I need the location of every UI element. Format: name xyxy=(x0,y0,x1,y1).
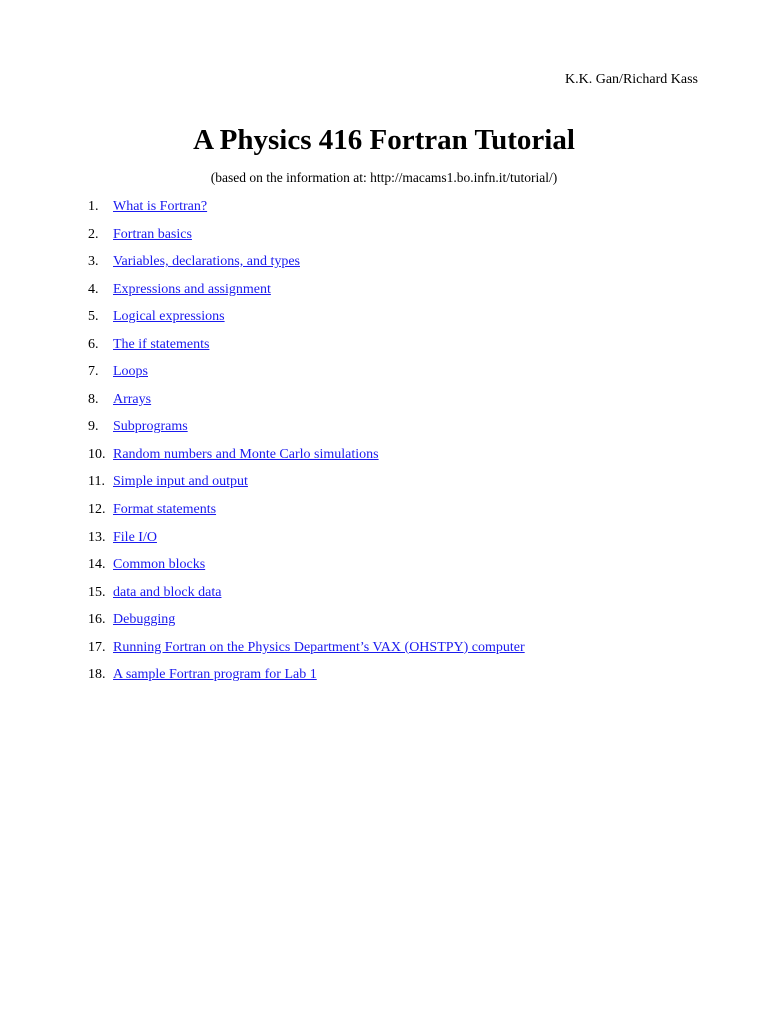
toc-item-number: 7. xyxy=(88,364,99,380)
table-of-contents xyxy=(88,197,525,693)
toc-item-number: 8. xyxy=(88,391,99,407)
toc-item-number: 15. xyxy=(88,584,106,600)
toc-link-random-numbers[interactable]: Random numbers and Monte Carlo simulations xyxy=(113,446,379,462)
toc-item-number: 5. xyxy=(88,309,99,325)
toc-item xyxy=(88,280,525,308)
toc-item xyxy=(88,472,525,500)
toc-item xyxy=(88,225,525,253)
toc-item-number: 18. xyxy=(88,667,106,683)
toc-item xyxy=(88,665,525,693)
toc-item xyxy=(88,528,525,556)
toc-link-arrays[interactable]: Arrays xyxy=(113,391,152,407)
toc-link-if-statements[interactable]: The if statements xyxy=(113,336,210,352)
toc-item-number: 6. xyxy=(88,336,99,352)
toc-item-number: 11. xyxy=(88,474,105,490)
toc-link-file-io[interactable]: File I/O xyxy=(113,529,157,545)
toc-item-number: 4. xyxy=(88,281,99,297)
toc-item-number: 14. xyxy=(88,557,106,573)
toc-link-subprograms[interactable]: Subprograms xyxy=(113,419,188,435)
toc-item xyxy=(88,197,525,225)
toc-link-common-blocks[interactable]: Common blocks xyxy=(113,557,206,573)
author-line: K.K. Gan/Richard Kass xyxy=(565,72,698,87)
toc-link-expressions[interactable]: Expressions and assignment xyxy=(113,281,271,297)
toc-link-loops[interactable]: Loops xyxy=(113,364,148,380)
toc-item xyxy=(88,500,525,528)
toc-item xyxy=(88,583,525,611)
toc-item xyxy=(88,417,525,445)
toc-item-number: 16. xyxy=(88,612,106,628)
toc-link-data-block-data[interactable]: data and block data xyxy=(113,584,222,600)
toc-item xyxy=(88,445,525,473)
toc-link-fortran-basics[interactable]: Fortran basics xyxy=(113,226,192,242)
toc-item xyxy=(88,390,525,418)
toc-item-number: 2. xyxy=(88,226,99,242)
page-title: A Physics 416 Fortran Tutorial xyxy=(193,124,575,156)
toc-item xyxy=(88,638,525,666)
toc-item xyxy=(88,252,525,280)
toc-item-number: 10. xyxy=(88,446,106,462)
toc-item-number: 12. xyxy=(88,502,106,518)
toc-link-running-fortran-vax[interactable]: Running Fortran on the Physics Department’s VAX (OHSTPY) computer xyxy=(113,639,525,655)
toc-item xyxy=(88,362,525,390)
toc-link-simple-io[interactable]: Simple input and output xyxy=(113,474,248,490)
toc-item-number: 1. xyxy=(88,199,99,214)
toc-link-what-is-fortran[interactable]: What is Fortran? xyxy=(113,199,208,214)
toc-item xyxy=(88,335,525,363)
toc-item-number: 3. xyxy=(88,254,99,270)
toc-item xyxy=(88,307,525,335)
toc-link-format-statements[interactable]: Format statements xyxy=(113,502,217,518)
page-subtitle: (based on the information at: http://macams1.bo.infn.it/tutorial/) xyxy=(210,170,558,185)
toc-item xyxy=(88,610,525,638)
toc-link-sample-program[interactable]: A sample Fortran program for Lab 1 xyxy=(113,667,317,683)
toc-item-number: 17. xyxy=(88,639,106,655)
toc-link-logical-expressions[interactable]: Logical expressions xyxy=(113,309,225,325)
toc-link-variables[interactable]: Variables, declarations, and types xyxy=(113,254,300,270)
toc-link-debugging[interactable]: Debugging xyxy=(113,612,176,628)
toc-item-number: 9. xyxy=(88,419,99,435)
toc-item-number: 13. xyxy=(88,529,106,545)
toc-item xyxy=(88,555,525,583)
